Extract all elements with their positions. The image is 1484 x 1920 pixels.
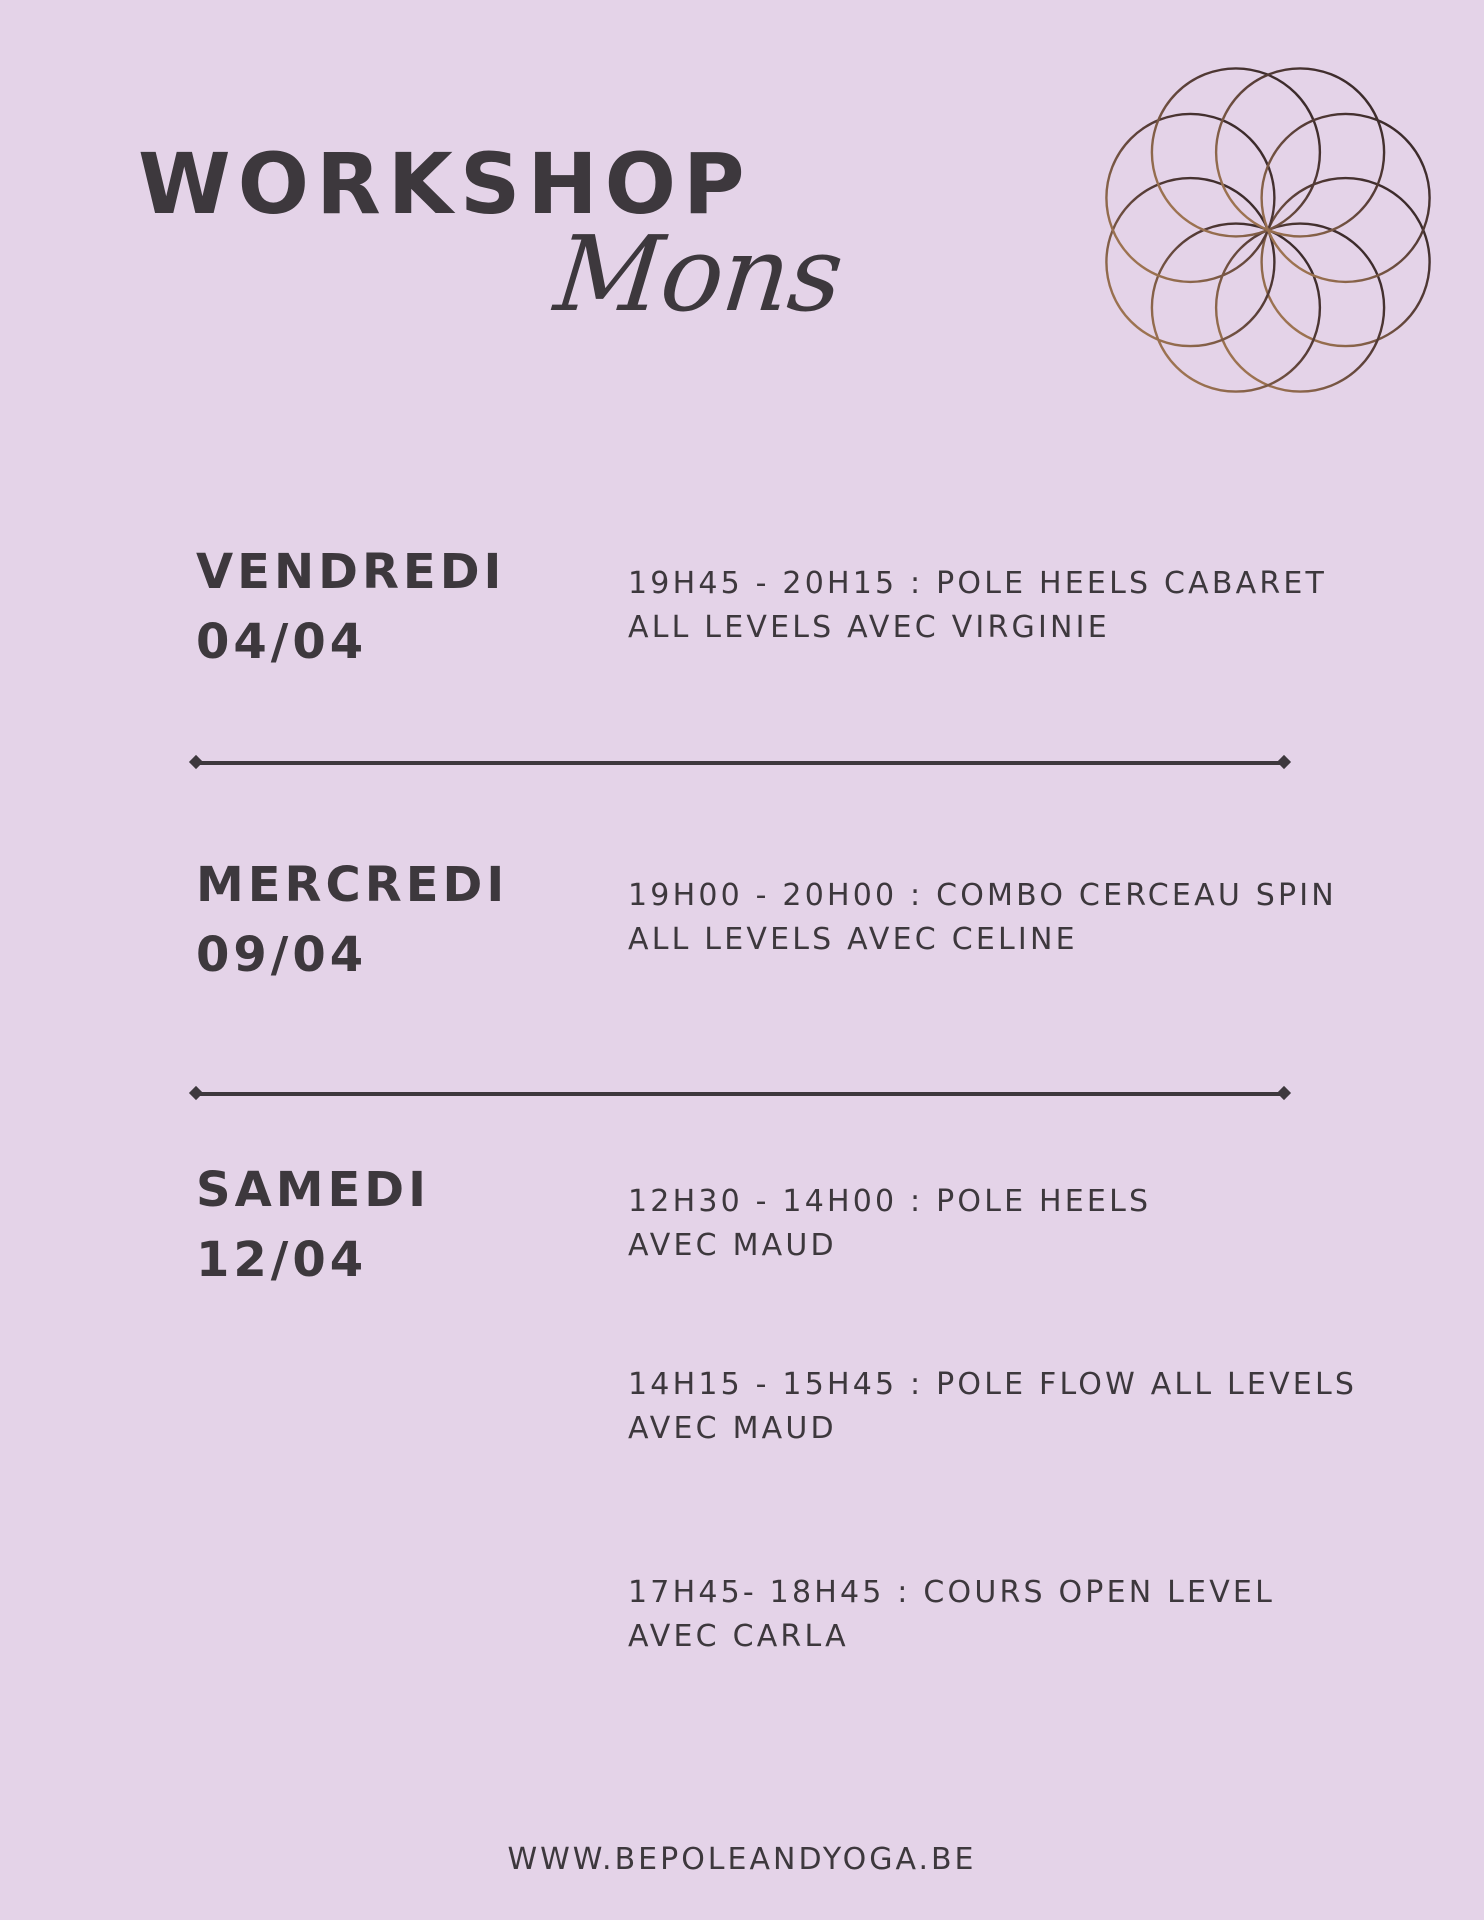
- session-level-teacher: ALL LEVELS AVEC CELINE: [628, 922, 1078, 957]
- session-time-title: 19H00 - 20H00 : COMBO CERCEAU SPIN: [628, 878, 1337, 913]
- day-name-mercredi: MERCREDI: [196, 857, 509, 913]
- flower-petal-circle: [1106, 178, 1274, 346]
- flower-petal-circle: [1152, 68, 1320, 236]
- session-item: [628, 562, 1327, 650]
- day-date-mercredi: 09/04: [196, 927, 368, 983]
- divider: [196, 761, 1284, 765]
- session-time-title: 14H15 - 15H45 : POLE FLOW ALL LEVELS: [628, 1367, 1358, 1402]
- session-item: [628, 874, 1337, 962]
- session-item: [628, 1571, 1275, 1659]
- flower-petal-circle: [1216, 224, 1384, 392]
- flower-petal-circle: [1152, 224, 1320, 392]
- divider: [196, 1092, 1284, 1096]
- page-title: WORKSHOP: [138, 135, 752, 233]
- session-item: [628, 1180, 1151, 1268]
- session-time-title: 19H45 - 20H15 : POLE HEELS CABARET: [628, 566, 1328, 601]
- flower-petal-circle: [1216, 68, 1384, 236]
- flower-of-life-icon: [1050, 20, 1484, 460]
- session-level-teacher: AVEC CARLA: [628, 1619, 849, 1654]
- day-date-samedi: 12/04: [196, 1232, 368, 1288]
- day-name-samedi: SAMEDI: [196, 1162, 430, 1218]
- session-item: [628, 1363, 1357, 1451]
- website-link[interactable]: WWW.BEPOLEANDYOGA.BE: [507, 1842, 977, 1877]
- session-time-title: 12H30 - 14H00 : POLE HEELS: [628, 1184, 1152, 1219]
- session-level-teacher: AVEC MAUD: [628, 1228, 837, 1263]
- flower-petal-circle: [1106, 114, 1274, 282]
- day-date-vendredi: 04/04: [196, 614, 368, 670]
- flower-petal-circle: [1262, 114, 1430, 282]
- session-time-title: 17H45- 18H45 : COURS OPEN LEVEL: [628, 1575, 1275, 1610]
- session-level-teacher: ALL LEVELS AVEC VIRGINIE: [628, 610, 1110, 645]
- day-name-vendredi: VENDREDI: [196, 544, 506, 600]
- flower-petal-circle: [1262, 178, 1430, 346]
- session-level-teacher: AVEC MAUD: [628, 1411, 837, 1446]
- page-subtitle: Mons: [549, 213, 848, 335]
